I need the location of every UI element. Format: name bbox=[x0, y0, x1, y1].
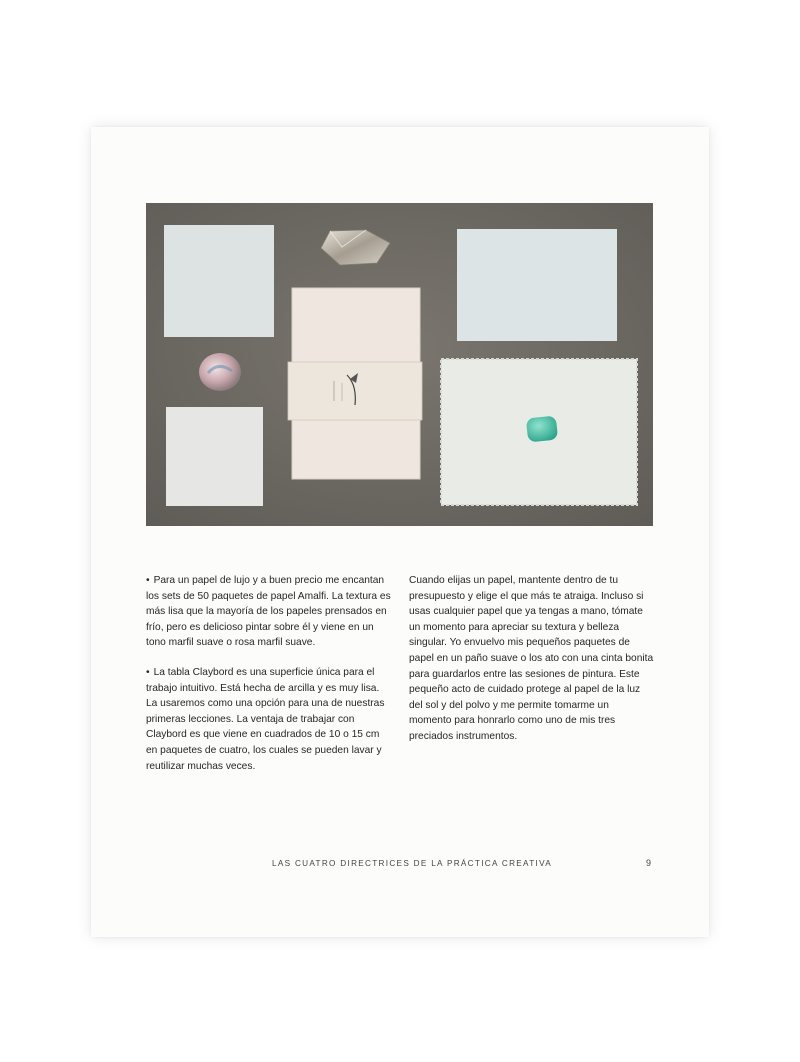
paper-card-square-top-left bbox=[164, 225, 274, 337]
bullet-marker: • bbox=[146, 666, 150, 678]
teal-stone bbox=[526, 415, 558, 442]
right-text-column bbox=[409, 573, 654, 759]
paper-samples-photo bbox=[146, 203, 653, 526]
bullet-marker: • bbox=[146, 575, 150, 586]
paper-card-square-bottom-left bbox=[166, 407, 263, 506]
book-page bbox=[91, 127, 709, 937]
paragraph-claybord bbox=[146, 665, 391, 774]
page-number: 9 bbox=[646, 858, 652, 868]
paper-card-landscape-top-right bbox=[457, 229, 617, 341]
paragraph-claybord-text: La tabla Claybord es una superficie única para el trabajo intuitivo. Está hecha de arcilla y es muy lisa. La usaremos como una opción para una de nuestras primeras lecciones. La ventaja de trabajar con Claybord es que viene en cuadrados de 10 o 15 cm en paquetes de cuatro, los cuales se pueden lavar y reutilizar muchas veces. bbox=[146, 666, 385, 772]
running-footer-title: LAS CUATRO DIRECTRICES DE LA PRÁCTICA CREATIVA bbox=[272, 859, 552, 868]
paragraph-choosing-paper: Cuando elijas un papel, mantente dentro de tu presupuesto y elige el que más te atraiga. Incluso si usas cualquier papel que ya tengas a mano, tómate un momento para apreciar su textura y belleza singular. Yo envuelvo mis pequeños paquetes de papel en un paño suave o los ato con una cinta bonita para guardarlos entre las sesiones de pintura. Este pequeño acto de cuidado protege al papel de la luz del sol y del polvo y me permite tomarme un momento para honrarlo como uno de mis tres preciados instrumentos. bbox=[409, 575, 654, 742]
paragraph-amalfi bbox=[146, 573, 391, 651]
pink-stone bbox=[199, 353, 241, 391]
left-text-column bbox=[146, 573, 391, 788]
paragraph-amalfi-text: Para un papel de lujo y a buen precio me encantan los sets de 50 paquetes de papel Amalfi. La textura es más lisa que la mayoría de los papeles prensados en frío, pero es delicioso pintar sobre él y viene en un tono marfil suave o rosa marfil suave. bbox=[146, 575, 391, 649]
